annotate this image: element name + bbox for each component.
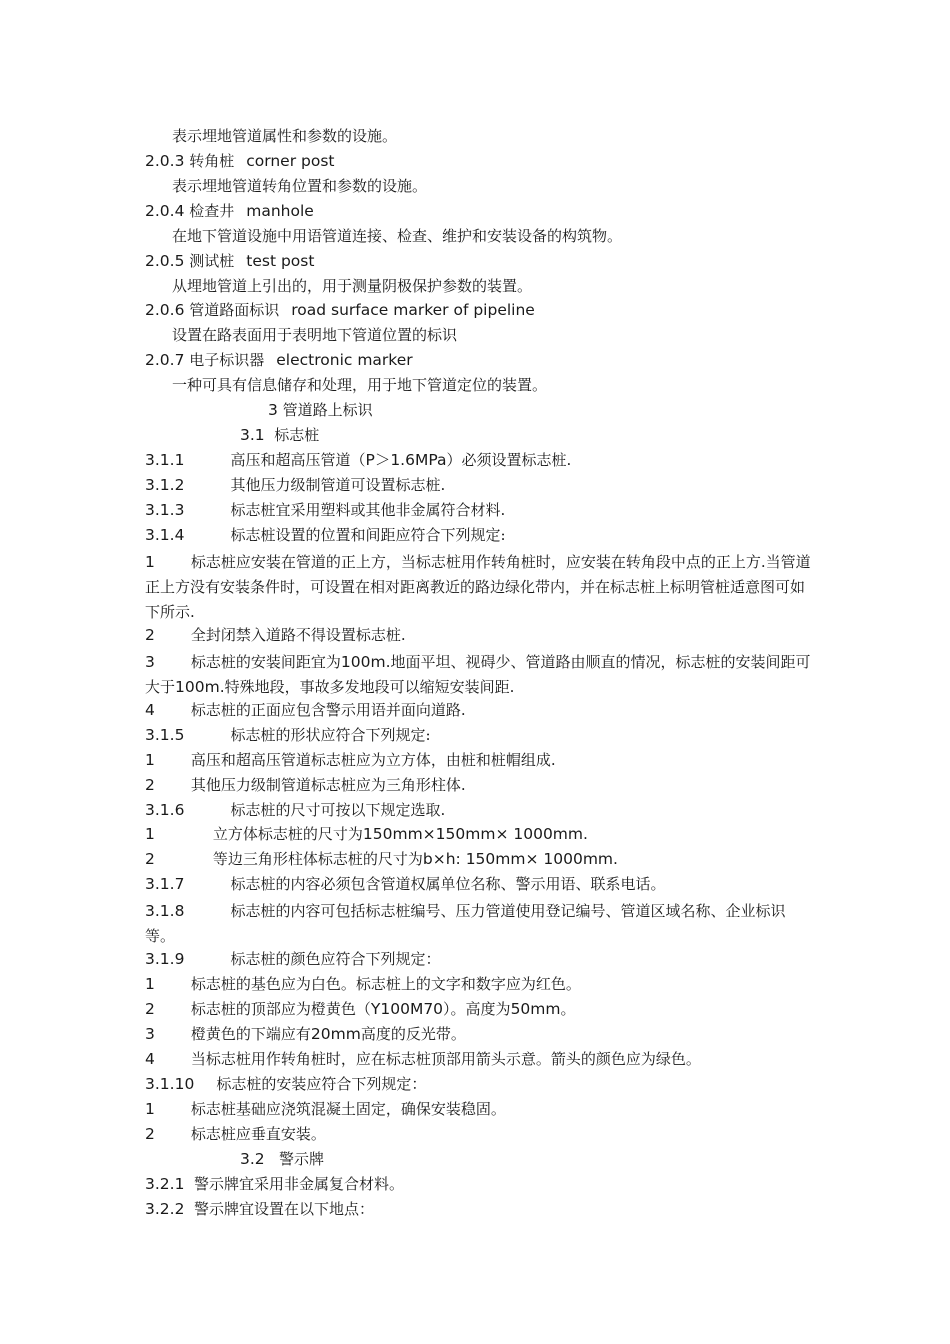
clause — [145, 949, 815, 969]
clause-value: P＞1.6MPa — [365, 451, 447, 469]
term-zh: 电子标识器 — [189, 351, 265, 369]
clause-text: 标志桩的尺寸可按以下规定选取. — [230, 801, 446, 819]
list-item — [145, 750, 815, 770]
clause-number: 3.1.4 — [145, 526, 185, 544]
clause-text: 其他压力级制管道可设置标志桩. — [230, 476, 446, 494]
clause-number: 2.0.7 — [145, 351, 185, 369]
item-value: 20mm — [310, 1025, 361, 1043]
chapter-title: 管道路上标识 — [282, 401, 373, 419]
clause — [145, 475, 815, 495]
section-title: 标志桩 — [274, 426, 320, 444]
clause-number: 2.0.5 — [145, 252, 185, 270]
item-text: 地面平坦、视碍少、管道路由顺直的情况，标志桩的安装间距可大于 — [145, 653, 811, 696]
item-text: 标志桩基础应浇筑混凝土固定，确保安装稳固。 — [190, 1100, 506, 1118]
item-text: 。 — [560, 1000, 576, 1018]
clause-text: 标志桩的内容可包括标志桩编号、压力管道使用登记编号、管道区域名称、企业标识等。 — [145, 902, 786, 945]
list-item — [145, 1124, 815, 1144]
item-text: 等边三角形柱体标志桩的尺寸为 — [212, 850, 423, 868]
item-value: 50mm — [510, 1000, 561, 1018]
item-text: 特殊地段，事故多发地段可以缩短安装间距. — [224, 678, 515, 696]
item-number: 1 — [145, 1100, 155, 1118]
text: 表示埋地管道转角位置和参数的设施。 — [172, 177, 428, 195]
item-number: 2 — [145, 776, 155, 794]
clause — [145, 899, 815, 949]
list-item — [145, 625, 815, 645]
chapter-number: 3 — [268, 401, 278, 419]
clause — [145, 1174, 815, 1194]
clause — [145, 725, 815, 745]
definition-text — [172, 226, 842, 246]
item-text: 标志桩应垂直安装。 — [190, 1125, 326, 1143]
item-value: 100m. — [175, 678, 225, 696]
text: 设置在路表面用于表明地下管道位置的标识 — [172, 326, 458, 344]
clause-number: 3.1.2 — [145, 476, 185, 494]
item-text: 橙黄色的下端应有 — [190, 1025, 311, 1043]
clause-text: ）必须设置标志桩. — [446, 451, 572, 469]
item-text: 高度的反光带。 — [360, 1025, 466, 1043]
list-item — [145, 700, 815, 720]
list-item — [145, 824, 815, 844]
term-zh: 转角桩 — [189, 152, 235, 170]
clause-text: 标志桩的安装应符合下列规定： — [216, 1075, 427, 1093]
list-item — [145, 775, 815, 795]
clause-number: 3.1.3 — [145, 501, 185, 519]
list-item — [145, 650, 815, 700]
item-number: 4 — [145, 1050, 155, 1068]
text: 在地下管道设施中用语管道连接、检查、维护和安装设备的构筑物。 — [172, 227, 623, 245]
definition-heading — [145, 151, 815, 171]
definition-heading — [145, 201, 815, 221]
list-item — [145, 1049, 815, 1069]
clause-number: 2.0.6 — [145, 301, 185, 319]
section-heading — [240, 1149, 540, 1169]
item-number: 2 — [145, 1125, 155, 1143]
list-item — [145, 999, 815, 1019]
term-zh: 测试桩 — [189, 252, 235, 270]
item-number: 1 — [145, 975, 155, 993]
item-value: Y100M70 — [370, 1000, 444, 1018]
term-en: corner post — [246, 152, 335, 170]
definition-text — [172, 375, 842, 395]
definition-text — [172, 176, 842, 196]
item-number: 1 — [145, 751, 155, 769]
term-en: manhole — [246, 202, 314, 220]
item-text: 标志桩的正面应包含警示用语并面向道路. — [190, 701, 466, 719]
clause-number: 3.1.1 — [145, 451, 185, 469]
item-text: ）。高度为 — [443, 1000, 511, 1018]
term-en: test post — [246, 252, 315, 270]
clause — [145, 1199, 815, 1219]
list-item — [145, 550, 815, 625]
definition-heading — [145, 300, 815, 320]
clause — [145, 450, 815, 470]
term-en: road surface marker of pipeline — [291, 301, 535, 319]
item-number: 2 — [145, 626, 155, 644]
item-number: 3 — [145, 1025, 155, 1043]
clause-number: 3.2.1 — [145, 1175, 185, 1193]
term-en: electronic marker — [276, 351, 413, 369]
text: 一种可具有信息储存和处理，用于地下管道定位的装置。 — [172, 376, 548, 394]
clause-number: 3.1.10 — [145, 1075, 195, 1093]
item-text: 当标志桩用作转角桩时，应在标志桩顶部用箭头示意。箭头的颜色应为绿色。 — [190, 1050, 701, 1068]
item-value: 100m. — [340, 653, 391, 671]
clause-number: 3.1.7 — [145, 875, 185, 893]
clause — [145, 874, 815, 894]
clause — [145, 800, 815, 820]
text: 从埋地管道上引出的，用于测量阴极保护参数的装置。 — [172, 277, 533, 295]
item-text: 标志桩的基色应为白色。标志桩上的文字和数字应为红色。 — [190, 975, 581, 993]
list-item — [145, 1099, 815, 1119]
clause — [145, 500, 815, 520]
clause-text: 警示牌宜采用非金属复合材料。 — [194, 1175, 405, 1193]
item-number: 4 — [145, 701, 155, 719]
clause — [145, 525, 815, 545]
item-text: 标志桩应安装在管道的正上方，当标志桩用作转角桩时，应安装在转角段中点的正上方.当管道正上方没有安装条件时，可设置在相对距离教近的路边绿化带内，并在标志桩上标明管桩适意图可如下所示. — [145, 553, 811, 621]
clause-text: 标志桩的颜色应符合下列规定： — [230, 950, 441, 968]
section-heading — [240, 425, 540, 445]
section-title: 警示牌 — [278, 1150, 324, 1168]
item-number: 3 — [145, 653, 155, 671]
list-item — [145, 849, 815, 869]
term-zh: 管道路面标识 — [189, 301, 280, 319]
item-value: b×h: 150mm× 1000mm. — [422, 850, 618, 868]
item-text: 全封闭禁入道路不得设置标志桩. — [190, 626, 406, 644]
definition-heading — [145, 251, 815, 271]
item-value: 150mm×150mm× 1000mm. — [362, 825, 588, 843]
definition-text — [172, 276, 842, 296]
item-text: 标志桩的安装间距宜为 — [190, 653, 341, 671]
item-number: 1 — [145, 825, 155, 843]
item-text: 其他压力级制管道标志桩应为三角形柱体. — [190, 776, 466, 794]
clause-number: 3.1.5 — [145, 726, 185, 744]
clause-number: 3.1.6 — [145, 801, 185, 819]
list-item — [145, 1024, 815, 1044]
definition-heading — [145, 350, 815, 370]
definition-text — [172, 325, 842, 345]
item-text: 标志桩的顶部应为橙黄色（ — [190, 1000, 371, 1018]
term-zh: 检查井 — [189, 202, 235, 220]
clause-text: 警示牌宜设置在以下地点： — [194, 1200, 375, 1218]
clause-number: 3.1.9 — [145, 950, 185, 968]
section-number: 3.2 — [240, 1150, 265, 1168]
clause-number: 2.0.3 — [145, 152, 185, 170]
clause-text: 标志桩的形状应符合下列规定: — [230, 726, 431, 744]
clause-number: 3.2.2 — [145, 1200, 185, 1218]
clause — [145, 1074, 815, 1094]
clause-number: 2.0.4 — [145, 202, 185, 220]
item-number: 1 — [145, 553, 155, 571]
list-item — [145, 974, 815, 994]
definition-text — [172, 126, 842, 146]
section-number: 3.1 — [240, 426, 265, 444]
item-number: 2 — [145, 850, 155, 868]
clause-text: 标志桩的内容必须包含管道权属单位名称、警示用语、联系电话。 — [230, 875, 666, 893]
item-number: 2 — [145, 1000, 155, 1018]
clause-text: 高压和超高压管道（ — [230, 451, 366, 469]
text: 表示埋地管道属性和参数的设施。 — [172, 127, 398, 145]
clause-text: 标志桩设置的位置和间距应符合下列规定: — [230, 526, 506, 544]
clause-number: 3.1.8 — [145, 902, 185, 920]
item-text: 立方体标志桩的尺寸为 — [212, 825, 363, 843]
item-text: 高压和超高压管道标志桩应为立方体，由桩和桩帽组成. — [190, 751, 556, 769]
chapter-heading — [268, 400, 568, 420]
clause-text: 标志桩宜采用塑料或其他非金属符合材料. — [230, 501, 506, 519]
